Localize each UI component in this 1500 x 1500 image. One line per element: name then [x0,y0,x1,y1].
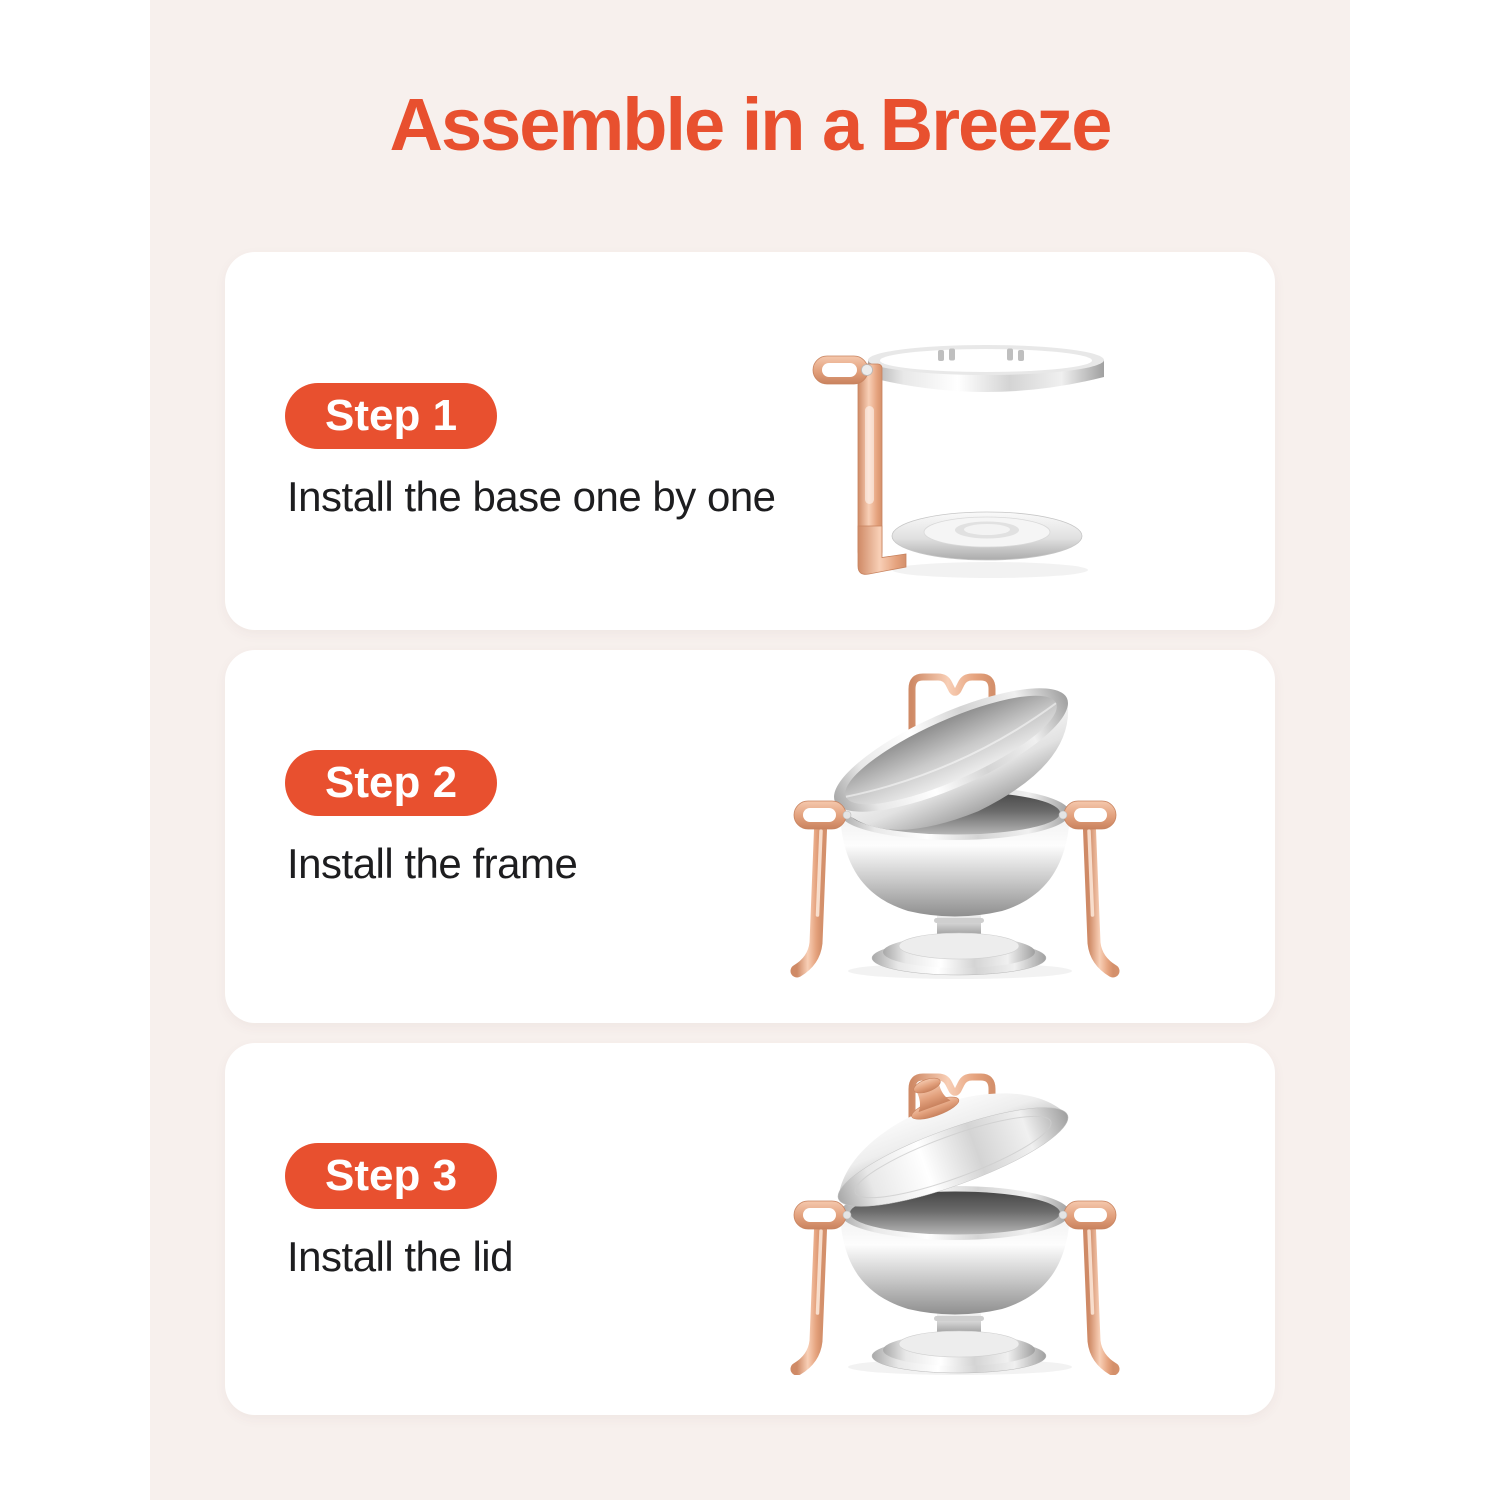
step-2-badge [285,750,497,816]
stand-bracket [813,356,906,574]
step-2-product-image [790,665,1125,980]
step-3-card [225,1043,1275,1415]
fuel-ring [868,345,1104,392]
step-1-badge [285,383,497,449]
step-3-product-image [790,1065,1125,1375]
plate-shadow [892,562,1088,578]
step-1-badge-label: Step 1 [325,391,458,440]
step-2-description: Install the frame [287,840,578,887]
step-2-text-block [285,750,577,888]
base-plate [892,512,1082,560]
step-3-badge [285,1143,497,1209]
step-1-description: Install the base one by one [287,473,776,520]
step-1-card [225,252,1275,630]
step-1-product-image [810,330,1115,585]
step-1-text-block [285,383,776,521]
page-title: Assemble in a Breeze [389,83,1111,166]
step-3-text-block [285,1143,513,1281]
background-panel [150,0,1350,1500]
step-3-description: Install the lid [287,1233,513,1280]
step-3-badge-label: Step 3 [325,1151,458,1200]
step-2-badge-label: Step 2 [325,758,458,807]
step-2-card [225,650,1275,1023]
